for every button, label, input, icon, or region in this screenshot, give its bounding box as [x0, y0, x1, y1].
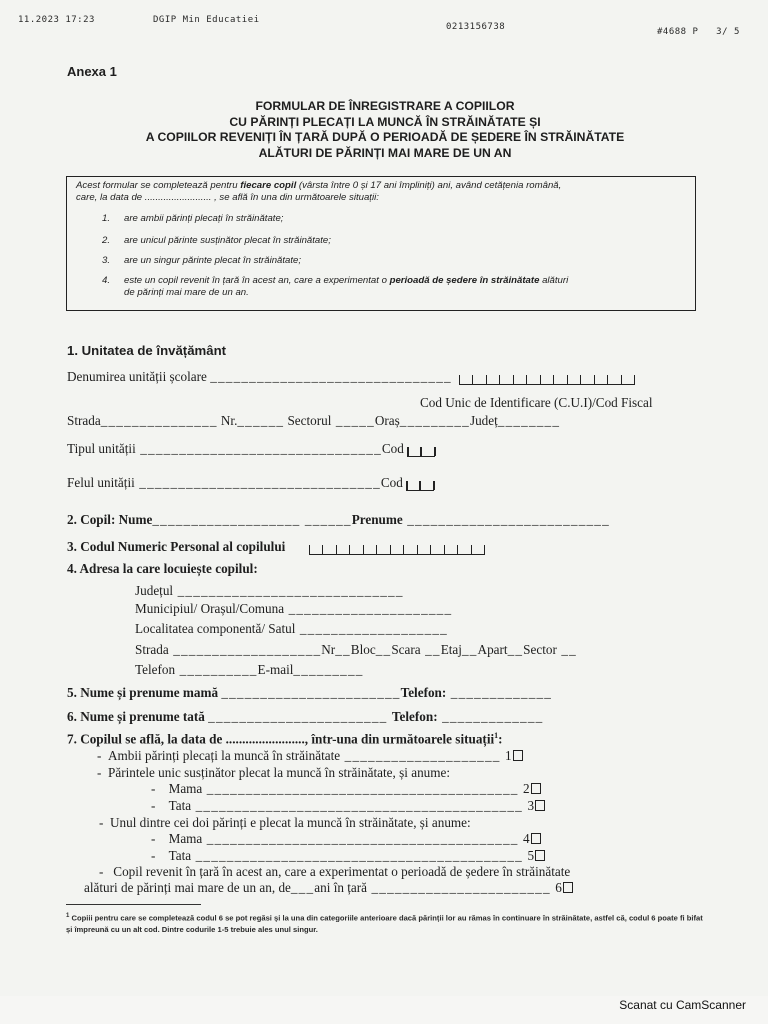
field-label: Localitatea componentă/ Satul: [135, 621, 296, 636]
intro-text: Acest formular se completează pentru: [76, 180, 241, 191]
section-7-heading-colon: :: [498, 731, 503, 747]
father-phone-field[interactable]: _____________: [437, 709, 544, 724]
locality-row: [135, 621, 448, 637]
option-label: Tata: [168, 848, 192, 863]
option-label: Ambii părinți plecați la muncă în străinătate: [108, 748, 341, 763]
option-label: Mama: [168, 781, 203, 796]
field-label: Telefon:: [400, 685, 447, 700]
unit-kind-row: [67, 475, 434, 491]
section-3-heading: 3. Codul Numeric Personal al copilului: [67, 539, 286, 554]
contact-row: [135, 662, 364, 678]
child-sector-field[interactable]: __: [556, 642, 577, 657]
item-text: are unicul părinte susținător plecat în străinătate;: [124, 235, 331, 246]
footnote-ref: 1: [494, 731, 499, 740]
street-row: [135, 642, 577, 658]
title-line: FORMULAR DE ÎNREGISTRARE A COPIILOR: [255, 99, 515, 113]
section-7-heading: [67, 731, 503, 747]
footnote-divider: [66, 904, 201, 905]
city-field[interactable]: _________: [399, 413, 470, 428]
field-label: Oraș: [374, 413, 400, 428]
section-2-heading: 2. Copil:: [67, 512, 116, 527]
option-leader: __________________________________________: [191, 798, 528, 813]
unit-type-field[interactable]: _______________________________: [135, 441, 382, 456]
option-code: 1: [505, 748, 512, 763]
footnote-mark: 1: [66, 913, 70, 919]
title-line: A COPIILOR REVENIȚI ÎN ȚARĂ DUPĂ O PERIOADĂ DE ȘEDERE ÎN STRĂINĂTATE: [145, 130, 625, 144]
option-leader: __________________________________________: [191, 848, 528, 863]
option-label: Copil revenit în țară în acest an, care a experimentat o perioadă de ședere în străinătate: [113, 864, 571, 879]
child-phone-field[interactable]: __________: [175, 662, 258, 677]
cui-label: Cod Unic de Identificare (C.U.I)/Cod Fiscal: [420, 395, 653, 410]
option-code: 5: [527, 848, 535, 863]
item-text: are un singur părinte plecat în străinătate;: [124, 255, 302, 266]
option-6-row: - Copil revenit în țară în acest an, care a experimentat o perioadă de ședere în străinătate: [99, 864, 571, 879]
option-leader: ________________________________________: [202, 781, 524, 796]
field-label: Cod: [381, 441, 404, 456]
cui-boxes[interactable]: [459, 374, 635, 385]
option-unic-row: - Părintele unic susținător plecat la muncă în străinătate, și anume:: [97, 765, 451, 780]
child-firstname-field[interactable]: __________________________: [402, 512, 610, 527]
intro-bold: fiecare copil: [240, 180, 297, 191]
field-label: Prenume: [351, 512, 403, 527]
fax-page-ref: #4688 P 3/ 5: [657, 27, 740, 37]
instruction-item: [102, 255, 692, 267]
child-scara-field[interactable]: __: [420, 642, 441, 657]
field-label: Felul unității: [67, 475, 135, 490]
field-label: Etaj: [440, 642, 462, 657]
title-line: ALĂTURI DE PĂRINȚI MAI MARE DE UN AN: [258, 145, 512, 160]
option-leader: ____________________: [340, 748, 506, 763]
unit-kind-field[interactable]: _______________________________: [134, 475, 381, 490]
county-row: [135, 583, 404, 599]
field-label: Nr.: [220, 413, 238, 428]
item-text-part: de părinți mai mare de un an.: [124, 287, 249, 298]
child-email-field[interactable]: _________: [293, 662, 364, 677]
instruction-item: [102, 213, 692, 225]
annex-label: Anexa 1: [67, 64, 117, 79]
child-surname-field[interactable]: ___________________ ______: [152, 512, 352, 527]
father-name-field[interactable]: _______________________: [208, 709, 392, 724]
sector-field[interactable]: _____: [331, 413, 375, 428]
footnote-text: Copiii pentru care se completează codul 6 se pot regăsi și la una din categoriile anterioare dacă părinții lor au rămas în continuare în străinătate, astfel că, codul 6 poate fi bifat și împreună cu un alt cod. Dintre codurile 1-5 trebuie ales unul singur.: [66, 913, 703, 934]
field-label: Municipiul/ Orașul/Comuna: [135, 601, 285, 616]
option-1-checkbox[interactable]: [513, 750, 523, 761]
section-4-heading: 4. Adresa la care locuiește copilul:: [67, 561, 258, 576]
child-nr-field[interactable]: __: [335, 642, 351, 657]
option-leader: ________________________________________: [202, 831, 524, 846]
option-4-checkbox[interactable]: [531, 833, 541, 844]
county-field[interactable]: ________: [497, 413, 561, 428]
field-label: Nume: [118, 512, 153, 527]
field-label: Sectorul: [287, 413, 332, 428]
option-5-row: - Tata __________________________________________ 5: [151, 848, 545, 864]
option-label: alături de părinți mai mare de un an, de: [84, 880, 291, 895]
field-label: Sector: [523, 642, 557, 657]
fax-datetime: 11.2023 17:23: [18, 15, 95, 25]
option-4-row: - Mama ________________________________________ 4: [151, 831, 541, 847]
section-5-heading: 5. Nume și prenume mamă: [67, 685, 219, 700]
option-unul-row: - Unul dintre cei doi părinți e plecat la muncă în străinătate, și anume:: [99, 815, 471, 830]
field-label: Strada: [67, 413, 101, 428]
field-label: Nr: [321, 642, 336, 657]
cnp-row: [67, 539, 485, 555]
instructions-box: [66, 176, 696, 311]
instruction-item: [102, 235, 692, 247]
option-6-row-cont: [84, 880, 573, 896]
item-number: 1.: [102, 213, 111, 224]
option-3-row: - Tata __________________________________________ 3: [151, 798, 545, 814]
option-label: Părintele unic susținător plecat la muncă în străinătate, și anume:: [108, 765, 451, 780]
field-label: Strada: [135, 642, 169, 657]
section-6-heading: 6. Nume și prenume tată: [67, 709, 205, 724]
unit-type-code-boxes[interactable]: [407, 446, 435, 457]
field-label: Telefon: [135, 662, 176, 677]
item-text: are ambii părinți plecați în străinătate;: [124, 213, 284, 224]
title-line: CU PĂRINȚI PLECAȚI LA MUNCĂ ÎN STRĂINĂTATE ȘI: [229, 114, 541, 129]
child-street-field[interactable]: ___________________: [168, 642, 322, 657]
field-label: Tipul unității: [67, 441, 136, 456]
fax-phone: 0213156738: [446, 22, 506, 32]
field-label: Bloc: [350, 642, 376, 657]
field-label: Denumirea unității școlare: [67, 369, 207, 384]
option-label: ani în țară: [314, 880, 368, 895]
item-number: 2.: [102, 235, 111, 246]
form-title: [80, 99, 690, 161]
child-municipality-field[interactable]: _____________________: [284, 601, 453, 616]
option-5-checkbox[interactable]: [535, 850, 545, 861]
child-apart-field[interactable]: __: [507, 642, 524, 657]
camscanner-watermark: Scanat cu CamScanner: [619, 998, 746, 1012]
item-text: [124, 275, 684, 299]
school-address-row: [67, 413, 560, 429]
option-1-row: - Ambii părinți plecați la muncă în străinătate ____________________ 1: [97, 748, 523, 764]
school-name-field[interactable]: _______________________________: [210, 369, 452, 384]
option-leader: _______________________: [367, 880, 556, 895]
unit-type-row: [67, 441, 435, 457]
item-text-bold: perioadă de ședere în străinătate: [389, 275, 540, 286]
unit-kind-code-boxes[interactable]: [406, 480, 434, 491]
option-3-checkbox[interactable]: [535, 800, 545, 811]
footnote: [66, 911, 706, 935]
mother-row: [67, 685, 552, 701]
item-text-part: alături: [539, 275, 569, 286]
item-number: 3.: [102, 255, 111, 266]
option-label: Mama: [168, 831, 203, 846]
option-label: Tata: [168, 798, 192, 813]
option-code: 2: [523, 781, 530, 796]
option-6-checkbox[interactable]: [563, 882, 573, 893]
instruction-item: [102, 275, 692, 299]
option-2-checkbox[interactable]: [531, 783, 541, 794]
field-label: Apart: [477, 642, 508, 657]
intro-text: (vârsta între 0 și 17 ani împliniți) ani, având cetățenia română,: [296, 180, 562, 191]
field-label: Telefon:: [391, 709, 438, 724]
fax-sender: DGIP Min Educatiei: [153, 15, 260, 25]
child-locality-field[interactable]: ___________________: [295, 621, 448, 636]
item-text-part: este un copil revenit în țară în acest an, care a experimentat o: [124, 275, 390, 286]
field-label: Scara: [391, 642, 421, 657]
street-field[interactable]: _______________: [100, 413, 218, 428]
option-2-row: - Mama ________________________________________ 2: [151, 781, 541, 797]
mother-phone-field[interactable]: _____________: [446, 685, 553, 700]
number-field[interactable]: ______: [237, 413, 285, 428]
school-name-row: [67, 369, 635, 385]
municipality-row: [135, 601, 452, 617]
section-1-heading: 1. Unitatea de învățământ: [67, 343, 227, 358]
child-county-field[interactable]: _____________________________: [173, 583, 404, 598]
section-7-heading-text: 7. Copilul se află, la data de ........................, într-una din următoarele situații: [67, 731, 495, 747]
option-code: 4: [523, 831, 530, 846]
item-number: 4.: [102, 275, 111, 286]
child-bloc-field[interactable]: __: [375, 642, 392, 657]
child-name-row: [67, 512, 610, 528]
intro-text: care, la data de ......................... , se află în una din următoarele situații:: [76, 192, 379, 203]
option-code: 6: [555, 880, 562, 895]
years-field[interactable]: ___: [290, 880, 315, 895]
field-label: Județul: [135, 583, 174, 598]
option-code: 3: [527, 798, 535, 813]
field-label: Județ: [469, 413, 498, 428]
child-etaj-field[interactable]: __: [461, 642, 478, 657]
field-label: Cod: [380, 475, 403, 490]
instructions-intro: [76, 180, 686, 204]
field-label: E-mail: [257, 662, 294, 677]
cnp-boxes[interactable]: [309, 544, 485, 555]
mother-name-field[interactable]: _______________________: [221, 685, 401, 700]
option-label: Unul dintre cei doi părinți e plecat la muncă în străinătate, și anume:: [110, 815, 471, 830]
father-row: [67, 709, 543, 725]
